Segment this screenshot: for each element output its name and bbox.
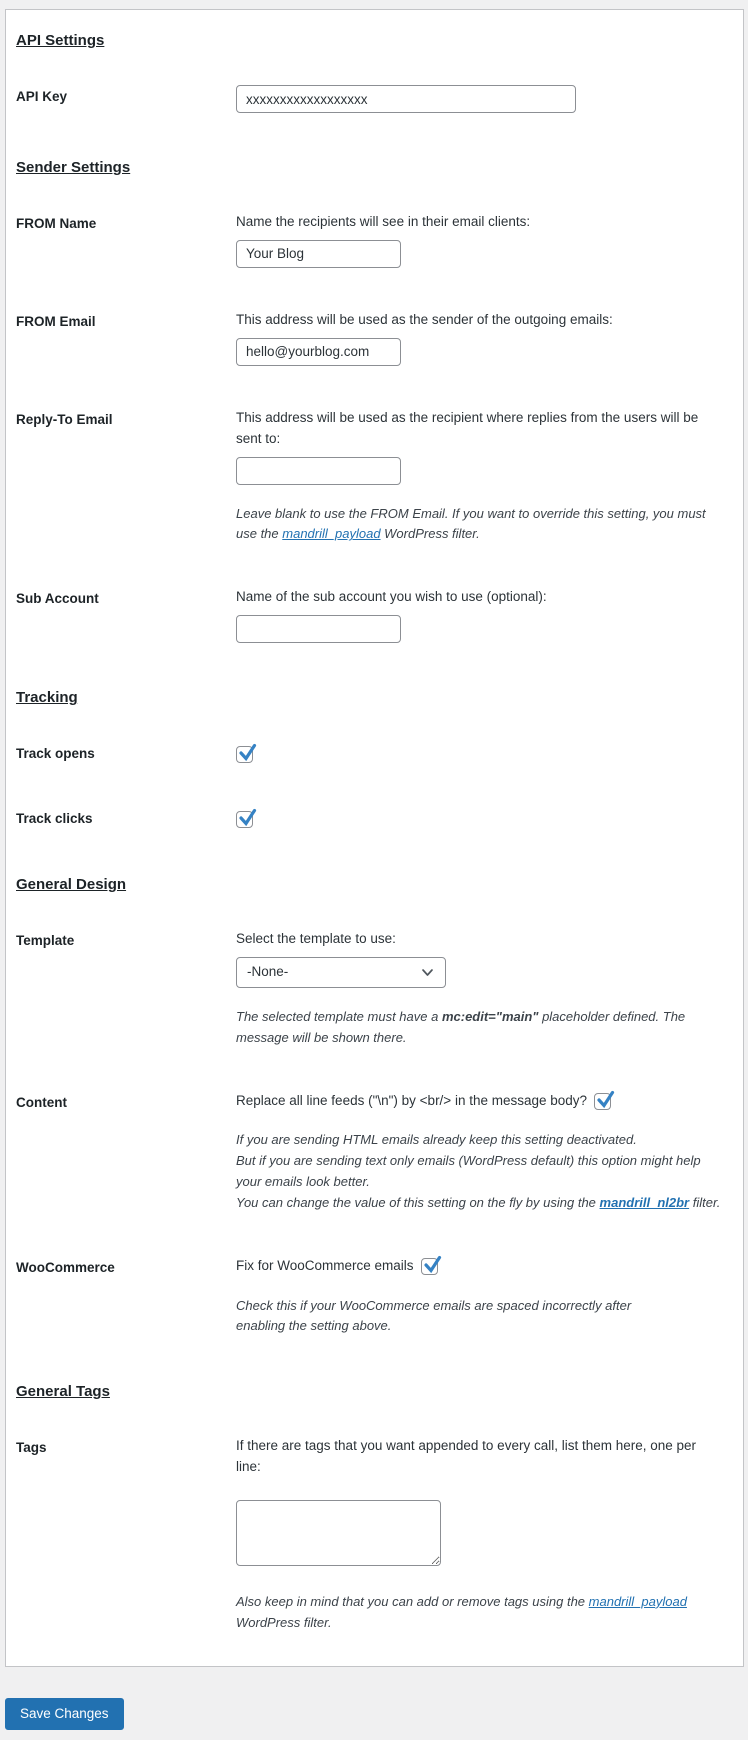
nl2br-question: Replace all line feeds ("\n") by <br/> in the message body?	[236, 1092, 588, 1108]
row-track-clicks	[16, 807, 723, 830]
row-reply-to-email	[16, 408, 723, 545]
section-heading-sender-settings: Sender Settings	[16, 159, 131, 176]
row-sub-account	[16, 587, 723, 643]
woocommerce-help: Check this if your WooCommerce emails are spaced incorrectly after enabling the setting above.	[236, 1297, 632, 1334]
sub-account-label: Sub Account	[16, 591, 99, 607]
sub-account-input[interactable]	[236, 615, 401, 643]
section-heading-general-tags: General Tags	[16, 1383, 110, 1401]
from-email-input[interactable]	[236, 338, 401, 366]
settings-card	[5, 9, 744, 1667]
row-track-opens	[16, 742, 723, 765]
woocommerce-question: Fix for WooCommerce emails	[236, 1257, 414, 1273]
woocommerce-label: WooCommerce	[16, 1259, 115, 1275]
content-help: If you are sending HTML emails already keep this setting deactivated. But if you are sending text only emails (WordPress default) this option might help your emails look better. You can change the value of this setting on the fly by using the mandrill_nl2br filter.	[236, 1132, 721, 1210]
check-icon	[237, 807, 258, 828]
reply-to-email-label: Reply-To Email	[16, 411, 113, 427]
reply-to-email-input[interactable]	[236, 457, 401, 485]
tags-help: Also keep in mind that you can add or remove tags using the mandrill_payload WordPress filter.	[236, 1593, 687, 1630]
from-email-description: This address will be used as the sender of the outgoing emails:	[236, 311, 613, 327]
row-tags	[16, 1436, 723, 1633]
woocommerce-fix-checkbox[interactable]	[421, 1258, 438, 1275]
save-changes-button[interactable]: Save Changes	[5, 1698, 124, 1730]
check-icon	[422, 1254, 443, 1275]
mandrill-payload-link[interactable]: mandrill_payload	[282, 526, 381, 542]
from-email-label: FROM Email	[16, 313, 96, 329]
row-api-key	[16, 85, 723, 113]
reply-to-description: This address will be used as the recipient where replies from the users will be sent to:	[236, 409, 699, 446]
check-icon	[595, 1089, 616, 1110]
track-opens-checkbox[interactable]	[236, 746, 253, 763]
section-heading-general-design: General Design	[16, 876, 127, 894]
row-content	[16, 1091, 723, 1214]
row-woocommerce	[16, 1256, 723, 1338]
api-key-input[interactable]	[236, 85, 576, 113]
from-name-input[interactable]	[236, 240, 401, 268]
mandrill-nl2br-link[interactable]: mandrill_nl2br	[599, 1194, 690, 1210]
row-from-email	[16, 310, 723, 366]
template-description: Select the template to use:	[236, 931, 396, 947]
sub-account-description: Name of the sub account you wish to use (optional):	[236, 589, 547, 605]
tags-label: Tags	[16, 1440, 47, 1456]
content-label: Content	[16, 1094, 67, 1110]
track-clicks-label: Track clicks	[16, 811, 93, 827]
template-select[interactable]	[236, 957, 446, 988]
row-from-name	[16, 212, 723, 268]
chevron-down-icon	[420, 965, 435, 980]
track-clicks-checkbox[interactable]	[236, 811, 253, 828]
from-name-label: FROM Name	[16, 216, 97, 231]
nl2br-checkbox[interactable]	[594, 1093, 611, 1110]
tags-description: If there are tags that you want appended to every call, list them here, one per line:	[236, 1438, 697, 1475]
mandrill-payload-link[interactable]: mandrill_payload	[588, 1593, 687, 1609]
section-heading-api-settings: API Settings	[16, 32, 105, 49]
template-label: Template	[16, 933, 75, 949]
template-help: The selected template must have a mc:edit="main" placeholder defined. The message will be shown there.	[236, 1008, 686, 1045]
template-select-value: -None-	[247, 964, 289, 979]
api-key-label: API Key	[16, 89, 68, 104]
reply-to-help: Leave blank to use the FROM Email. If you want to override this setting, you must use the mandrill_payload WordPress filter.	[236, 505, 706, 542]
tags-textarea[interactable]	[236, 1500, 441, 1566]
track-opens-label: Track opens	[16, 746, 95, 762]
check-icon	[237, 742, 258, 763]
from-name-description: Name the recipients will see in their email clients:	[236, 214, 531, 229]
placeholder-code: mc:edit="main"	[441, 1008, 539, 1024]
row-template	[16, 929, 723, 1049]
section-heading-tracking: Tracking	[16, 689, 78, 707]
